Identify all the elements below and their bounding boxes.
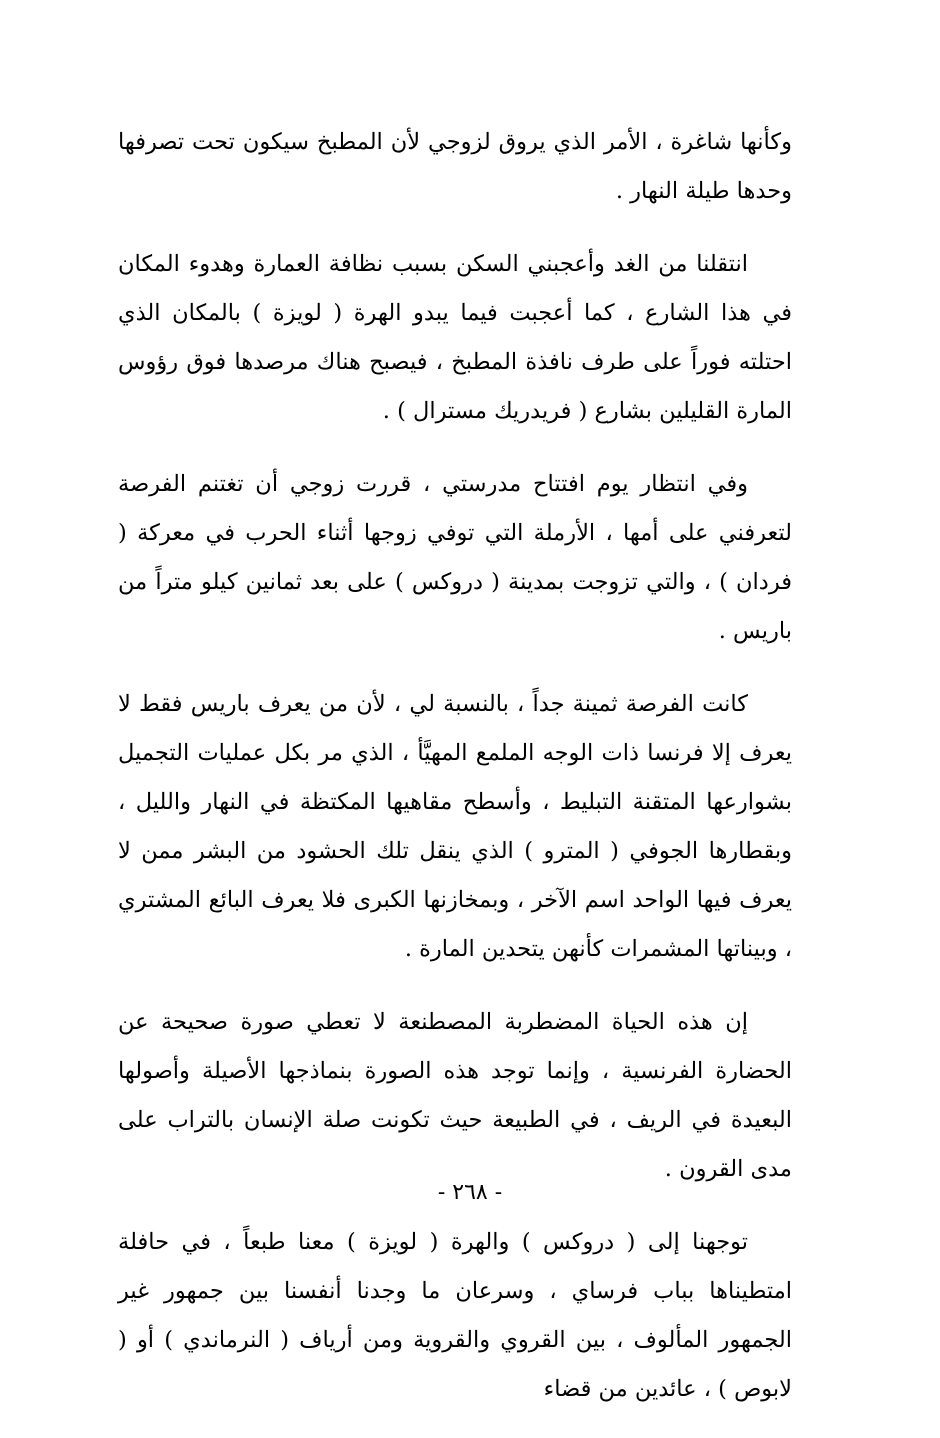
- paragraph: وفي انتظار يوم افتتاح مدرستي ، قررت زوجي أن تغتنم الفرصة لتعرفني على أمها ، الأرملة التي توفي زوجها أثناء الحرب في معركة ( فردان ) ، والتي تزوجت بمدينة ( دروكس ) على بعد ثمانين كيلو متراً من باريس .: [118, 471, 792, 644]
- page-number: - ٢٦٨ -: [437, 1180, 503, 1205]
- page-body: [118, 118, 792, 1438]
- paragraph: إن هذه الحياة المضطربة المصطنعة لا تعطي صورة صحيحة عن الحضارة الفرنسية ، وإنما توجد هذه الصورة بنماذجها الأصيلة وأصولها البعيدة في الريف ، في الطبيعة حيث تكونت صلة الإنسان بالتراب على مدى القرون .: [118, 1009, 792, 1182]
- paragraph-continued: وكأنها شاغرة ، الأمر الذي يروق لزوجي لأن المطبخ سيكون تحت تصرفها وحدها طيلة النهار .: [118, 129, 792, 204]
- paragraph: توجهنا إلى ( دروكس ) والهرة ( لويزة ) معنا طبعاً ، في حافلة امتطيناها بباب فرساي ، وسرعان ما وجدنا أنفسنا بين جمهور غير الجمهور المألوف ، بين القروي والقروية ومن أرياف ( النرماندي ) أو ( لابوص ) ، عائدين من قضاء: [118, 1229, 792, 1402]
- paragraph: انتقلنا من الغد وأعجبني السكن بسبب نظافة العمارة وهدوء المكان في هذا الشارع ، كما أعجبت فيما يبدو الهرة ( لويزة ) بالمكان الذي احتلته فوراً على طرف نافذة المطبخ ، فيصبح هناك مرصدها فوق رؤوس المارة القليلين بشارع ( فريدريك مسترال ) .: [118, 251, 792, 424]
- paragraph: كانت الفرصة ثمينة جداً ، بالنسبة لي ، لأن من يعرف باريس فقط لا يعرف إلا فرنسا ذات الوجه الملمع المهيَّأ ، الذي مر بكل عمليات التجميل بشوارعها المتقنة التبليط ، وأسطح مقاهيها المكتظة في النهار والليل ، وبقطارها الجوفي ( المترو ) الذي ينقل تلك الحشود من البشر ممن لا يعرف فيها الواحد اسم الآخر ، وبمخازنها الكبرى فلا يعرف البائع المشتري ، وبيناتها المشمرات كأنهن يتحدين المارة .: [118, 691, 792, 962]
